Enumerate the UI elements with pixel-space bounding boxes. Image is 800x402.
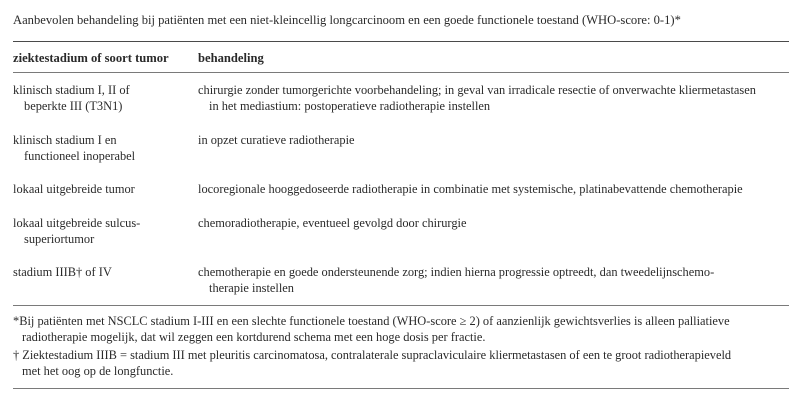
footnote-asterisk — [13, 313, 789, 345]
cell-line: chirurgie zonder tumorgerichte voorbehandeling; in geval van irradicale resectie of onverwachte kliermetastasen — [198, 83, 756, 97]
footnote-dagger — [13, 347, 789, 379]
table-row-2-treatment — [198, 132, 355, 148]
cell-line: chemotherapie en goede ondersteunende zorg; indien hierna progressie optreedt, dan tweedelijnschemo- — [198, 265, 715, 279]
cell-line: in het mediastium: postoperatieve radiotherapie instellen — [209, 99, 491, 113]
cell-line: in opzet curatieve radiotherapie — [198, 133, 355, 147]
cell-line: superiortumor — [24, 232, 95, 246]
table-row-1-stage — [13, 82, 130, 114]
column-header-treatment: behandeling — [198, 51, 264, 65]
footnote-line: radiotherapie mogelijk, dat wil zeggen een kortdurend schema met een hoge dosis per fractie. — [22, 330, 486, 344]
table-top-rule — [13, 41, 789, 42]
table-row-1-treatment — [198, 82, 756, 114]
footnote-line: met het oog op de longfunctie. — [22, 364, 174, 378]
table-row-2-stage — [13, 132, 135, 164]
cell-line: klinisch stadium I en — [13, 133, 117, 147]
table-row-3-treatment — [198, 181, 743, 197]
table-row-4-stage — [13, 215, 140, 247]
footnote-bottom-rule — [13, 388, 789, 389]
cell-line: functioneel inoperabel — [24, 149, 136, 163]
cell-line: beperkte III (T3N1) — [24, 99, 123, 113]
table-bottom-rule — [13, 305, 789, 306]
cell-line: stadium IIIB† of IV — [13, 265, 112, 279]
table-row-4-treatment — [198, 215, 466, 231]
cell-line: klinisch stadium I, II of — [13, 83, 130, 97]
column-header-stage: ziektestadium of soort tumor — [13, 51, 169, 65]
footnote-line: † Ziektestadium IIIB = stadium III met pleuritis carcinomatosa, contralaterale supraclaviculaire kliermetastasen of een te groot radiotherapieveld — [13, 348, 732, 362]
footnote-line: *Bij patiënten met NSCLC stadium I-III en een slechte functionele toestand (WHO-score ≥ 2) of aanzienlijk gewichtsverlies is alleen palliatieve — [13, 314, 730, 328]
cell-line: chemoradiotherapie, eventueel gevolgd door chirurgie — [198, 216, 467, 230]
table-caption: Aanbevolen behandeling bij patiënten met een niet-kleincellig longcarcinoom en een goede functionele toestand (WHO-score: 0-1)* — [13, 13, 681, 27]
header-bottom-rule — [13, 72, 789, 73]
table-row-3-stage — [13, 181, 135, 197]
table-row-5-stage — [13, 264, 112, 280]
table-row-5-treatment — [198, 264, 714, 296]
cell-line: locoregionale hooggedoseerde radiotherapie in combinatie met systemische, platinabevattende chemotherapie — [198, 182, 743, 196]
cell-line: lokaal uitgebreide tumor — [13, 182, 135, 196]
cell-line: lokaal uitgebreide sulcus- — [13, 216, 141, 230]
cell-line: therapie instellen — [209, 281, 294, 295]
